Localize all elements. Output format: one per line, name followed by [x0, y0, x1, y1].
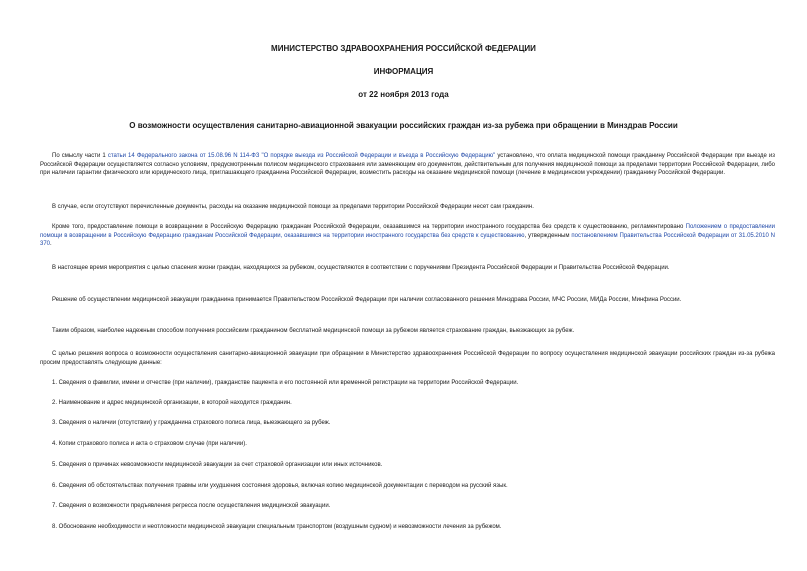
document-title: О возможности осуществления санитарно-авиационной эвакуации российских граждан из-за рубежа при обращении в Минздрав России — [129, 121, 678, 130]
paragraph-4: В настоящее время мероприятия с целью спасения жизни граждан, находящихся за рубежом, осуществляются в соответствии с поручениями Президента Российской Федерации и Правительства Российской Федерации. — [52, 265, 670, 271]
p3-text-mid: , утвержденным — [524, 232, 572, 239]
document-type: ИНФОРМАЦИЯ — [373, 67, 434, 76]
list-item-4: 4. Копии страхового полиса и акта о страховом случае (при наличии). — [52, 441, 247, 447]
law-article-link[interactable]: статьи 14 Федерального закона от 15.08.96 N 114-ФЗ "О порядке выезда из Российской Федерации и въезда в Российскую Федерацию" — [107, 153, 496, 159]
paragraph-5: Решение об осуществлении медицинской эвакуации гражданина принимается Правительством Российской Федерации при наличии согласованного решения Минздрава России, МЧС России, МИДа России, Минфина России. — [52, 297, 682, 303]
paragraph-3 — [40, 223, 775, 249]
paragraph-7: С целью решения вопроса о возможности осуществления санитарно-авиационной эвакуации при обращении в Министерство здравоохранения Российской Федерации по вопросу осуществления медицинской эвакуации российских граждан из-за рубежа просим предоставлять следующие данные: — [40, 351, 775, 366]
list-item-1: 1. Сведения о фамилии, имени и отчестве (при наличии), гражданстве пациента и его постоянной или временной регистрации на территории Российской Федерации. — [52, 380, 519, 386]
regulation-link[interactable]: Положением о предоставлении помощи в возвращении в Российскую Федерацию гражданам Российской Федерации, оказавшимся на территории иностранного государства без средств к существованию — [40, 224, 776, 239]
paragraph-1 — [40, 152, 775, 178]
p3-text-pre: Кроме того, предоставление помощи в возвращении в Российскую Федерацию гражданам Российской Федерации, оказавшимся на территории иностранного государства без средств к существованию, регламентировано — [52, 224, 686, 230]
p1-text-pre: По смыслу части 1 — [52, 153, 108, 159]
list-item-3: 3. Сведения о наличии (отсутствии) у гражданина страхового полиса лица, выезжающего за рубеж. — [52, 420, 331, 426]
list-item-6: 6. Сведения об обстоятельствах получения травмы или ухудшения состояния здоровья, включая копию медицинской документации с переводом на русский язык. — [52, 483, 508, 489]
paragraph-6: Таким образом, наиболее надежным способом получения российским гражданином бесплатной медицинской помощи за рубежом является страхование граждан, выезжающих за рубеж. — [52, 328, 575, 334]
ministry-heading: МИНИСТЕРСТВО ЗДРАВООХРАНЕНИЯ РОССИЙСКОЙ ФЕДЕРАЦИИ — [271, 44, 536, 53]
list-item-5: 5. Сведения о причинах невозможности медицинской эвакуации за счет страховой организации или иных источников. — [52, 462, 383, 468]
list-item-2: 2. Наименование и адрес медицинской организации, в которой находится гражданин. — [52, 400, 292, 406]
government-decree-link[interactable]: постановлением Правительства Российской Федерации от 31.05.2010 N 370 — [40, 232, 775, 247]
list-item-8: 8. Обоснование необходимости и неотложности медицинской эвакуации специальным транспортом (воздушным судном) и невозможности лечения за рубежом. — [52, 524, 502, 530]
document-date: от 22 ноября 2013 года — [358, 90, 449, 99]
paragraph-2: В случае, если отсутствуют перечисленные документы, расходы на оказание медицинской помощи за пределами территории Российской Федерации несет сам гражданин. — [52, 204, 534, 210]
p1-text-post: установлено, что оплата медицинской помощи гражданину Российской Федерации при выезде из Российской Федерации осуществляется согласно условиям, предусмотренным полисом медицинского страхования или заменяющим его документом, действительным для получения медицинской помощи за пределами территории Российской Федерации, либо при наличии гарантии физического или юридического лица, приглашающего гражданина Российской Федерации, возместить расходы на оказание медицинской помощи (лечение в медицинском учреждении) гражданину Российской Федерации. — [40, 153, 775, 176]
p3-text-post: . — [50, 241, 52, 247]
list-item-7: 7. Сведения о возможности предъявления регресса после осуществления медицинской эвакуации. — [52, 503, 331, 509]
